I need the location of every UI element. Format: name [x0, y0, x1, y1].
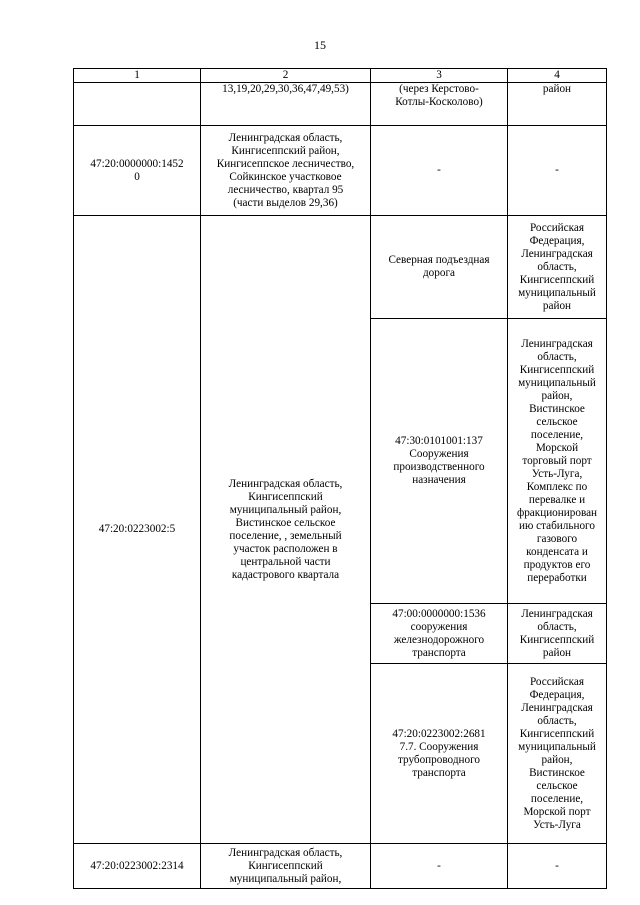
- cell-location: Ленинградская область, Кингисеппский муниципальный район,: [201, 844, 371, 889]
- header-col-1: 1: [74, 69, 201, 83]
- cell-object: (через Керстово- Котлы-Косколово): [371, 83, 508, 126]
- cell-location: Ленинградская область, Кингисеппский муниципальный район, Вистинское сельское поселение, , земельный участок расположен в центральной части кадастрового квартала: [201, 216, 371, 844]
- cell-owner: -: [508, 126, 607, 216]
- cell-object: -: [371, 126, 508, 216]
- cell-cadastral-number: 47:20:0000000:1452 0: [74, 126, 201, 216]
- cell-object: 47:20:0223002:2681 7.7. Сооружения трубопроводного транспорта: [371, 664, 508, 844]
- cell-location: Ленинградская область, Кингисеппский район, Кингисеппское лесничество, Сойкинское участковое лесничество, квартал 95 (части выделов 29,36): [201, 126, 371, 216]
- cell-owner: Ленинградская область, Кингисеппский муниципальный район, Вистинское сельское поселение, Морской торговый порт Усть-Луга, Комплекс по перевалке и фракционирован ию стабильного газового конденсата и продуктов его переработки: [508, 319, 607, 604]
- cell-object: 47:00:0000000:1536 сооружения железнодорожного транспорта: [371, 604, 508, 664]
- header-col-2: 2: [201, 69, 371, 83]
- cell-object: -: [371, 844, 508, 889]
- table-row: [74, 83, 607, 126]
- table-row: [74, 216, 607, 319]
- cell-owner: -: [508, 844, 607, 889]
- header-col-4: 4: [508, 69, 607, 83]
- cell-owner: район: [508, 83, 607, 126]
- header-col-3: 3: [371, 69, 508, 83]
- cell-owner: Российская Федерация, Ленинградская область, Кингисеппский муниципальный район: [508, 216, 607, 319]
- cadastral-table: [73, 68, 607, 889]
- cell-owner: Российская Федерация, Ленинградская область, Кингисеппский муниципальный район, Вистинское сельское поселение, Морской порт Усть-Луга: [508, 664, 607, 844]
- cell-empty: [74, 83, 201, 126]
- table-row: [74, 126, 607, 216]
- cell-cadastral-number: 47:20:0223002:5: [74, 216, 201, 844]
- page-number: 15: [314, 38, 326, 52]
- cell-location: 13,19,20,29,30,36,47,49,53): [201, 83, 371, 126]
- cell-object: Северная подъездная дорога: [371, 216, 508, 319]
- cell-owner: Ленинградская область, Кингисеппский район: [508, 604, 607, 664]
- table-row: [74, 844, 607, 889]
- cell-cadastral-number: 47:20:0223002:2314: [74, 844, 201, 889]
- cell-object: 47:30:0101001:137 Сооружения производственного назначения: [371, 319, 508, 604]
- header-row: [74, 69, 607, 83]
